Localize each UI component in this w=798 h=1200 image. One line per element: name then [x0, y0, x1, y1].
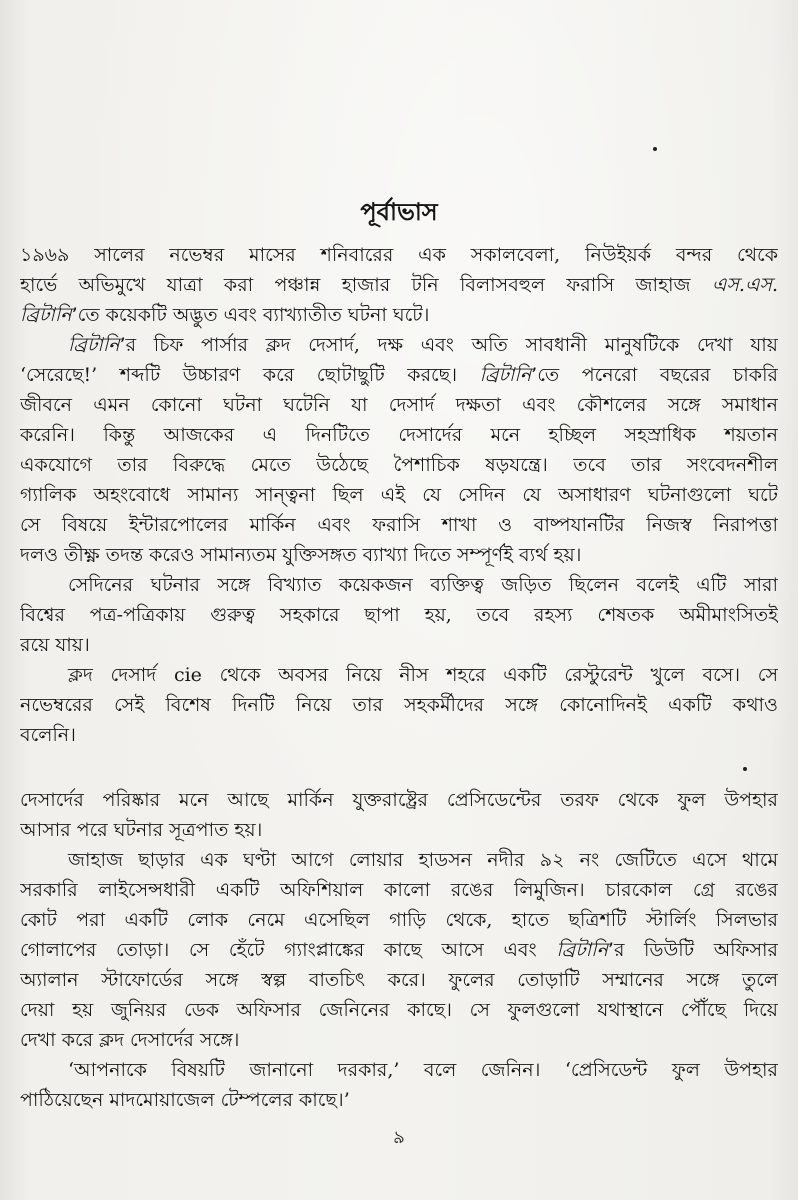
text-line: একযোগে তার বিরুদ্ধে মেতে উঠেছে পৈশাচিক ষড়যন্ত্রে। তবে তার সংবেদনশীল [20, 454, 778, 476]
paragraph [20, 570, 778, 660]
text-line: জীবনে এমন কোনো ঘটনা ঘটেনি যা দেসার্দ দক্ষতা এবং কৌশলের সঙ্গে সমাধান [20, 394, 778, 416]
paragraph [20, 330, 778, 570]
body-text [20, 240, 778, 1115]
text-line [20, 270, 778, 300]
text-line: গ্যালিক অহংবোধে সামান্য সান্ত্বনা ছিল এই যে সেদিন যে অসাধারণ ঘটনাগুলো ঘটে [20, 484, 778, 506]
text-line: রয়ে যায়। [20, 634, 90, 656]
paragraph [20, 660, 778, 750]
text-line: বিশ্বের পত্র-পত্রিকায় গুরুত্ব সহকারে ছাপা হয়, তবে রহস্য শেষতক অমীমাংসিতই [20, 604, 778, 626]
text-line: বলেনি। [20, 724, 76, 746]
paragraph [20, 240, 778, 330]
text-line: জাহাজ ছাড়ার এক ঘণ্টা আগে লোয়ার হাডসন নদীর ৯২ নং জেটিতে এসে থামে [68, 849, 778, 871]
text-line: সরকারি লাইসেন্সধারী একটি অফিশিয়াল কালো রঙের লিমুজিন। চারকোল গ্রে রঙের [20, 879, 778, 901]
text-line: অ্যালান স্টাফোর্ডের সঙ্গে স্বল্প বাতচিৎ করে। ফুলের তোড়াটি সম্মানের সঙ্গে তুলে [20, 969, 778, 991]
text-run: ‘সেরেছে!’ শব্দটি উচ্চারণ করে ছোটাছুটি করছে। [20, 364, 480, 386]
italic-ship-name: ব্রিটানি [20, 304, 72, 326]
italic-ship-prefix: এস.এস. [711, 274, 778, 296]
text-line: নভেম্বরের সেই বিশেষ দিনটি নিয়ে তার সহকর্মীদের সঙ্গে কোনোদিনই একটি কথাও [20, 694, 778, 716]
text-line: দেখা করে ক্লদ দেসার্দের সঙ্গে। [20, 1029, 240, 1051]
text-line: ক্লদ দেসার্দ cie থেকে অবসর নিয়ে নীস শহরে একটি রেস্টুরেন্ট খুলে বসে। সে [68, 664, 778, 686]
ink-speck [743, 767, 747, 771]
paragraph [20, 1055, 778, 1115]
text-line [20, 360, 778, 390]
text-line: দলও তীক্ষ্ণ তদন্ত করেও সামান্যতম যুক্তিসঙ্গত ব্যাখ্যা দিতে সম্পূর্ণই ব্যর্থ হয়। [20, 544, 582, 566]
ink-speck [653, 147, 657, 151]
paragraph [20, 785, 778, 845]
text-run: ’র চিফ পার্সার ক্লদ দেসার্দ, দক্ষ এবং অতি সাবধানী মানুষটিকে দেখা যায় [119, 334, 778, 356]
text-line: ‘আপনাকে বিষয়টি জানানো দরকার,’ বলে জেনিন। ‘প্রেসিডেন্ট ফুল উপহার [68, 1059, 778, 1081]
text-run: ’র ডিউটি অফিসার [607, 939, 778, 961]
text-run: গোলাপের তোড়া। সে হেঁটে গ্যাংপ্লাঙ্কের কাছে আসে এবং [20, 939, 557, 961]
text-run: ’তে পনেরো বছরের চাকরি [531, 364, 778, 386]
text-line: দেসার্দের পরিষ্কার মনে আছে মার্কিন যুক্তরাষ্ট্রের প্রেসিডেন্টের তরফ থেকে ফুল উপহার [20, 789, 778, 811]
text-line: পাঠিয়েছেন মাদমোয়াজেল টেম্পলের কাছে।’ [20, 1089, 350, 1111]
italic-ship-name: ব্রিটানি [68, 334, 120, 356]
text-line: দেয়া হয় জুনিয়র ডেক অফিসার জেনিনের কাছে। সে ফুলগুলো যথাস্থানে পৌঁছে দিয়ে [20, 999, 778, 1021]
text-line: ১৯৬৯ সালের নভেম্বর মাসের শনিবারের এক সকালবেলা, নিউইয়র্ক বন্দর থেকে [20, 244, 778, 266]
text-line [20, 300, 778, 330]
page-number: ৯ [393, 1127, 405, 1148]
paragraph [20, 845, 778, 1055]
text-line [20, 935, 778, 965]
text-run: ’তে কয়েকটি অদ্ভুত এবং ব্যাখ্যাতীত ঘটনা ঘটে। [71, 304, 430, 326]
text-line [20, 330, 778, 360]
text-line: সেদিনের ঘটনার সঙ্গে বিখ্যাত কয়েকজন ব্যক্তিত্ব জড়িত ছিলেন বলেই এটি সারা [68, 574, 778, 596]
text-line: করেনি। কিন্তু আজকের এ দিনটিতে দেসার্দের মনে হচ্ছিল সহস্রাধিক শয়তান [20, 424, 778, 446]
text-run: হার্ভে অভিমুখে যাত্রা করা পঞ্চান্ন হাজার টনি বিলাসবহুল ফরাসি জাহাজ [20, 274, 712, 296]
text-line: আসার পরে ঘটনার সূত্রপাত হয়। [20, 819, 263, 841]
italic-ship-name: ব্রিটানি [479, 364, 532, 386]
chapter-title: পূর্বাভাস [360, 197, 438, 226]
italic-ship-name: ব্রিটানি [556, 939, 608, 961]
text-line: সে বিষয়ে ইন্টারপোলের মার্কিন এবং ফরাসি শাখা ও বাষ্পযানটির নিজস্ব নিরাপত্তা [20, 514, 778, 536]
text-line: কোট পরা একটি লোক নেমে এসেছিল গাড়ি থেকে, হাতে ছত্রিশটি স্টার্লিং সিলভার [20, 909, 778, 931]
